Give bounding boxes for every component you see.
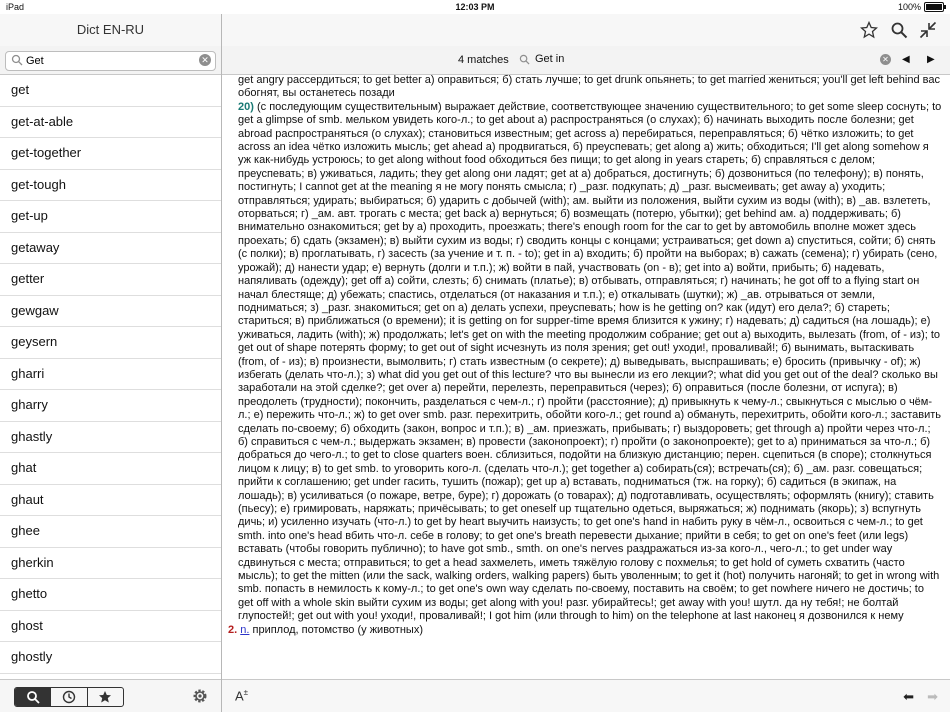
word-list-item[interactable]: gharry [0, 390, 221, 422]
word-list-item[interactable]: ghat [0, 453, 221, 485]
star-icon [98, 690, 112, 704]
sense-number: 20) [238, 100, 254, 113]
word-list-item[interactable]: get-at-able [0, 107, 221, 139]
carrier-label: iPad [6, 2, 25, 12]
word-search-box[interactable] [5, 51, 216, 71]
collapse-icon[interactable] [919, 21, 937, 39]
word-list-item[interactable]: get-tough [0, 170, 221, 202]
app-title: Dict EN-RU [0, 14, 221, 46]
next-match-button[interactable]: ▶ [927, 54, 935, 65]
sense-20 [222, 101, 950, 624]
word-list-item[interactable]: ghost [0, 611, 221, 643]
sense-text: приплод, потомство (у животных) [252, 623, 423, 636]
article-pane [222, 14, 950, 712]
search-icon[interactable] [890, 21, 908, 39]
mode-segmented-control [14, 687, 124, 707]
back-button[interactable]: ⬅ [903, 689, 914, 704]
word-list-item[interactable]: ghetto [0, 579, 221, 611]
star-outline-icon[interactable] [860, 21, 878, 39]
battery-indicator [898, 2, 944, 12]
match-count: 4 matches [458, 54, 509, 66]
gear-icon[interactable] [191, 687, 209, 705]
word-list-item[interactable]: ghee [0, 516, 221, 548]
part-of-speech-link[interactable]: n. [240, 623, 250, 636]
status-bar [0, 0, 950, 14]
search-icon [519, 54, 530, 65]
tab-favorites[interactable] [88, 688, 123, 706]
forward-button[interactable]: ➡ [927, 689, 938, 704]
word-list-item[interactable]: getter [0, 264, 221, 296]
clock-icon [62, 690, 76, 704]
clear-search-icon[interactable]: ✕ [199, 54, 211, 66]
sidebar [0, 14, 222, 712]
word-list-item[interactable]: gharri [0, 359, 221, 391]
tab-history[interactable] [51, 688, 87, 706]
find-in-article-bar [222, 46, 950, 75]
article-paragraph: get angry рассердиться; to get better а) оправиться; б) стать лучше; to get drunk опьянеть; to get married жениться; you'll get left behind вас обогнят, вы останетесь позади [238, 74, 940, 100]
sidebar-tab-bar [0, 679, 221, 712]
clear-find-icon[interactable]: ✕ [880, 54, 891, 65]
font-size-button[interactable]: A± [235, 688, 249, 704]
clock: 12:03 PM [455, 2, 495, 12]
word-list-item[interactable]: geysern [0, 327, 221, 359]
word-list-item[interactable]: ghastly [0, 422, 221, 454]
article-bottom-bar [222, 679, 950, 712]
word-list-item[interactable]: gherkin [0, 548, 221, 580]
word-search-input[interactable] [26, 53, 186, 68]
previous-match-button[interactable]: ◀ [902, 54, 910, 65]
sense-text: (с последующим существительным) выражает действие, соответствующее значению существительного; to get some sleep соснуть; to get a glimpse of smb. мельком увидеть кого-л.; to get about а) распространяться (о слухах); б) начинать выходить после болезни; get abroad распространяться (о слухах); становиться известным; get across а) перебираться, переправляться; б) чётко изложить; to get across an idea чётко изложить мысль; get ahead а) продвигаться, б) преуспевать; get along а) жить; обходиться; I'll get along somehow я уж как-нибудь устроюсь; to get along without food обходиться без пищи; to get along in years стареть; б) справляться с делом; преуспевать; в) уживаться, ладить; they get along они ладят; get at а) добраться, достигнуть; б) дозвониться (по телефону); в) понять, постигнуть; I cannot get at the meaning я не могу понять смысла; г) _разг. подкупать; д) _разг. высмеивать; get away а) уходить; отправляться; удирать; выбираться; б) ударить с добычей (with); ам. выйти из положения, выйти сухим из воды (with); в) _ав. взлететь, оторваться; г) _ам. авт. трогать с места; get back а) вернуться; б) возмещать (потерю, убытки); get behind ам. а) поддерживать; б) внимательно ознакомиться; get by а) проходить, проезжать; there's enough room for the car to get by автомобиль вполне может здесь проехать; б) сдать (экзамен); в) выйти сухим из воды; г) сводить концы с концами; устраиваться; get down а) спуститься, сойти; б) снять (с полки); в) проглатывать, г) засесть (за учение и т. п. - to); get in а) входить; б) пройти на выборах; в) сажать (семена); г) убирать (сено, урожай); д) нанести удар; е) вернуть (долги и т.п.); ж) войти в пай, участвовать (on - в); get into а) войти, прибыть; б) надевать, напяливать (одежду); get off а) сойти, слезть; б) снимать (платье); в) отбывать, отправляться; г) начинать; he got off to a flying start он начал блестяще; д) убежать; спастись, отделаться (от наказания и т.п.); е) откалывать (шутки); ж) _ав. отрываться от земли, подниматься; з) _разг. знакомиться; get on а) делать успехи, преуспевать; how is he getting on? как (идут) его дела?; б) стареть; стариться; в) приближаться (о времени); it is getting on for supper-time время близится к ужину; г) надевать; д) садиться (на лошадь); е) уживаться, ладить (with); ж) продолжать; let's get on with the meeting продолжим собрание; get out а) выходить, вылезать (from, of - из); to get out of shape потерять форму; to get out of sight исчезнуть из поля зрения; get out! уходи!, проваливай!; б) вынимать, вытаскивать (from, of - из); в) произнести, вымолвить; г) стать известным (о секрете); д) выведывать, выспрашивать; е) бросить (привычку - of); ж) избегать (делать что-л.); з) what did you get out of this lecture? что вы вынесли из его лекции?; what did you get out of the deal? сколько вы заработали на этой сделке?; get over а) перейти, перелезть, переправиться (через); б) оправиться (после болезни, от испуга); в) преодолеть (трудности); покончить, разделаться с чем-л.; г) пройти (расстояние); д) привыкнуть к чему-л.; свыкнуться с мыслью о чём-л.; е) пережить что-л.; ж) to get over smb. разг. перехитрить, обойти кого-л.; get round а) обмануть, перехитрить, обойти кого-л.; заставить сделать по-своему; б) обходить (закон, вопрос и т.п.); в) _ам. приезжать, прибывать; г) выздороветь; get through а) пройти через что-л.; б) справиться с чем-л.; выдержать экзамен; в) провести (законопроект); г) пройти (о законопроекте); get to а) приниматься за что-л.; б) добраться до чего-л.; to get to close quarters воен. сблизиться, подойти на близкую дистанцию; перен. сцепиться (в споре); столкнуться лицом к лицу; в) to get smb. to уговорить кого-л. (сделать что-л.); get together а) собирать(ся); встречать(ся); б) _ам. разг. совещаться; прийти к соглашению; get under гасить, тушить (пожар); get up а) вставать, подниматься (тж. на горку); б) садиться (в экипаж, на лошадь); в) усиливаться (о пожаре, ветре, буре); г) дорожать (о товарах); д) подготавливать, осуществлять; оформлять (книгу); ставить (пьесу); е) гримировать, наряжать; причёсывать; to get oneself up тщательно одеться, выряжаться; ж) поднимать (якорь); з) вспугнуть дичь; и) усиленно изучать (что-л.) to get by heart выучить наизусть; to get one's hand in набить руку в чём-л., освоиться с чем-л.; to get smth. into one's head вбить что-л. себе в голову; to get one's breath перевести дыхание; прийти в себя; to get on one's feet (или legs) вставать (чтобы говорить публично); to have got smb., smth. on one's nerves раздражаться из-за кого-л., чего-л.; to get under way сдвинуться с места; отправиться; to get a head захмелеть, иметь тяжёлую голову с похмелья; to get hold of суметь схватить (часто мысль); to get the mitten (или the sack, walking orders, walking papers) быть уволенным; to get it (hot) получить нагоняй; to get in wrong with smb. попасть в немилость к кому-л.; to get one's own way сделать по-своему, поставить на своём; to get nowhere ничего не достичь; to get off with a whole skin выйти сухим из воды; get along with you! разг. убирайтесь!; get away with you! шутл. да ну тебя!; не болтай глупостей!; get out with you! уходи!, проваливай!; I got him (или through to him) on the telephone at last наконец я дозвонился к нему [238, 100, 942, 623]
find-input[interactable]: Get in [535, 53, 565, 65]
word-list [0, 75, 221, 693]
sense-number: 2. [228, 623, 238, 636]
word-list-item[interactable]: getaway [0, 233, 221, 265]
font-size-label: A [235, 688, 244, 704]
word-search-bar [0, 46, 221, 75]
word-list-item[interactable]: gewgaw [0, 296, 221, 328]
tab-search[interactable] [15, 688, 51, 706]
article-content [222, 74, 950, 680]
battery-icon [924, 2, 944, 12]
word-list-item[interactable]: get-together [0, 138, 221, 170]
word-list-item[interactable]: ghostly [0, 642, 221, 674]
word-list-item[interactable]: ghaut [0, 485, 221, 517]
word-list-item[interactable]: get [0, 75, 221, 107]
search-icon [11, 54, 23, 66]
word-list-item[interactable]: get-up [0, 201, 221, 233]
battery-percent: 100% [897, 2, 921, 12]
search-icon [26, 690, 40, 704]
article-toolbar [222, 14, 950, 46]
sense-2 [222, 624, 950, 637]
